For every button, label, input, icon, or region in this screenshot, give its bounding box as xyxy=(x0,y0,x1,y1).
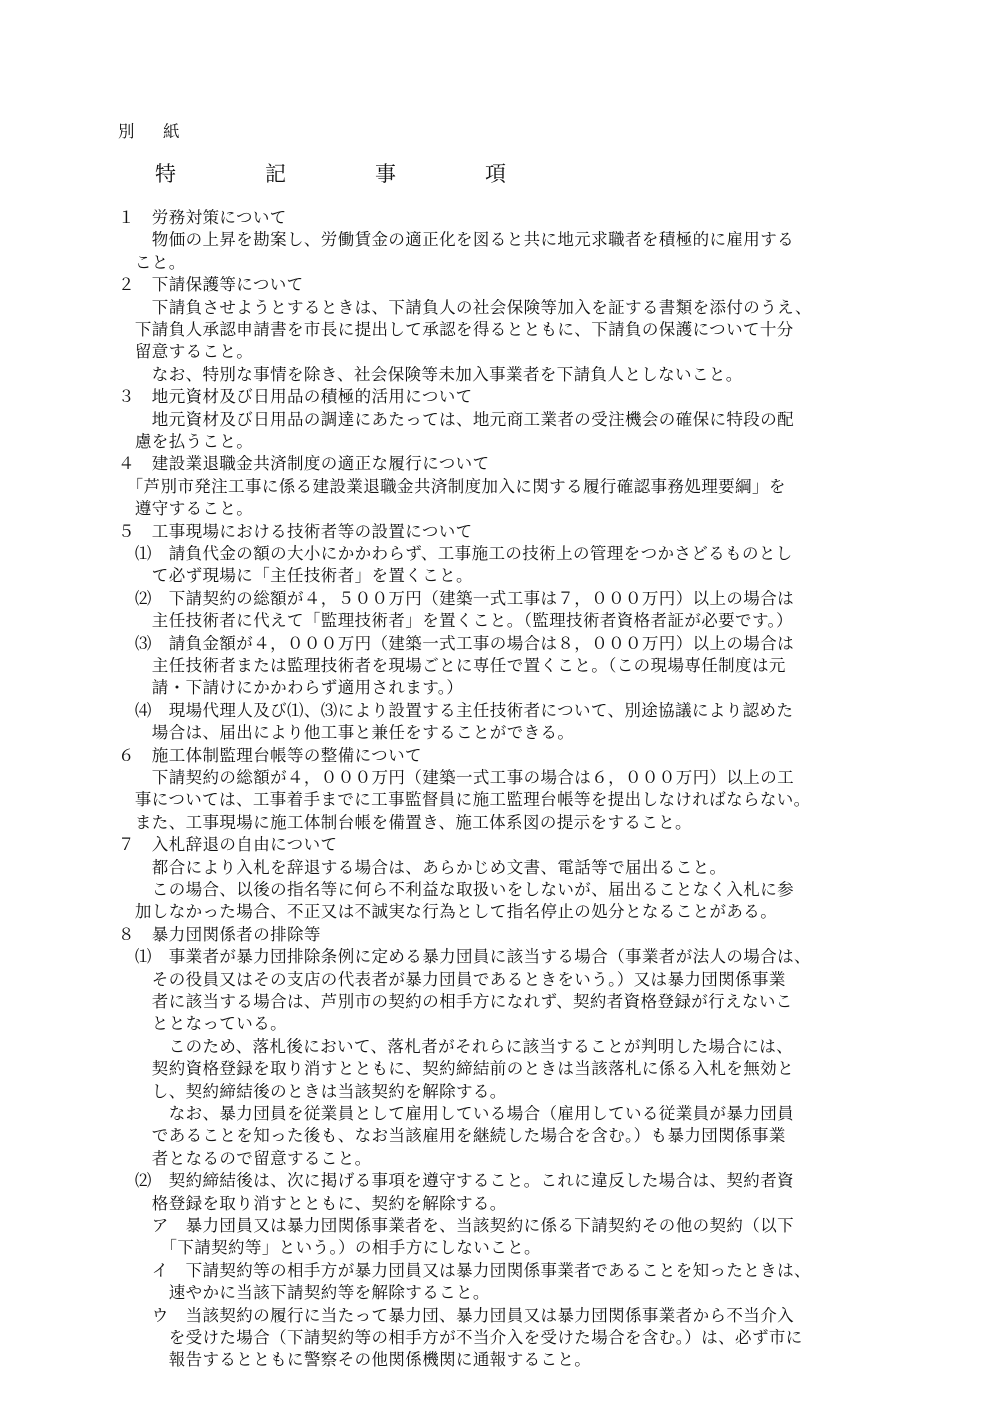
body-line: を受けた場合（下請契約等の相手方が不当介入を受けた場合を含む。）は、必ず市に xyxy=(118,1328,803,1347)
body-line: こと。 xyxy=(118,252,186,272)
body-line: 者となるので留意すること。 xyxy=(118,1148,372,1168)
body-line: ６ 施工体制監理台帳等の整備について xyxy=(118,745,422,765)
body-line: であることを知った後も、なお当該雇用を継続した場合を含む。）も暴力団関係事業 xyxy=(118,1126,786,1146)
body-line: ⑵ 契約締結後は、次に掲げる事項を遵守すること。これに違反した場合は、契約者資 xyxy=(118,1171,794,1191)
body-line: ⑴ 事業者が暴力団排除条例に定める暴力団員に該当する場合（事業者が法人の場合は、 xyxy=(118,947,811,967)
body-line: 主任技術者または監理技術者を現場ごとに専任で置くこと。（この現場専任制度は元 xyxy=(118,656,786,675)
body-line: 留意すること。 xyxy=(118,342,254,362)
body-line: 「下請契約等」という。）の相手方にしないこと。 xyxy=(118,1238,541,1258)
body-line: 主任技術者に代えて「監理技術者」を置くこと。（監理技術者資格者証が必要です。） xyxy=(118,611,794,631)
body-line: ⑷ 現場代理人及び⑴、⑶により設置する主任技術者について、別途協議により認めた xyxy=(118,700,794,720)
body-line: また、工事現場に施工体制台帳を備置き、施工体系図の提示をすること。 xyxy=(118,812,692,832)
body-line: 格登録を取り消すとともに、契約を解除する。 xyxy=(118,1193,507,1213)
body-line: ウ 当該契約の履行に当たって暴力団、暴力団員又は暴力団関係事業者から不当介入 xyxy=(118,1305,794,1325)
body-line: 下請負人承認申請書を市長に提出して承認を得るとともに、下請負の保護について十分 xyxy=(118,320,794,339)
body-line: し、契約締結後のときは当該契約を解除する。 xyxy=(118,1081,507,1101)
body-line: 下請負させようとするときは、下請負人の社会保険等加入を証する書類を添付のうえ、 xyxy=(118,297,812,317)
body-line: イ 下請契約等の相手方が暴力団員又は暴力団関係事業者であることを知ったときは、 xyxy=(118,1260,811,1280)
body-line: 遵守すること。 xyxy=(118,499,254,519)
page-title: 特 記 事 項 xyxy=(155,162,540,186)
body-line: ⑶ 請負金額が４，０００万円（建築一式工事の場合は８，０００万円）以上の場合は xyxy=(118,633,794,653)
body-line: １ 労務対策について xyxy=(118,208,287,227)
body-line: 契約資格登録を取り消すとともに、契約締結前のときは当該落札に係る入札を無効と xyxy=(118,1059,794,1079)
body-line: ⑵ 下請契約の総額が４，５００万円（建築一式工事は７，０００万円）以上の場合は xyxy=(118,588,794,608)
body-line: ⑴ 請負代金の額の大小にかかわらず、工事施工の技術上の管理をつかさどるものとし xyxy=(118,544,793,563)
body-line: 速やかに当該下請契約等を解除すること。 xyxy=(118,1283,490,1303)
attachment-label: 別 紙 xyxy=(118,122,186,141)
body-line: 都合により入札を辞退する場合は、あらかじめ文書、電話等で届出ること。 xyxy=(118,857,727,877)
body-line: ５ 工事現場における技術者等の設置について xyxy=(118,521,473,541)
body-line: 請・下請けにかかわらず適用されます。） xyxy=(118,678,464,698)
body-line: なお、暴力団員を従業員として雇用している場合（雇用している従業員が暴力団員 xyxy=(118,1104,794,1123)
body-line: 慮を払うこと。 xyxy=(118,432,254,451)
body-line: ３ 地元資材及び日用品の積極的活用について xyxy=(118,387,473,407)
body-line: 報告するとともに警察その他関係機関に通報すること。 xyxy=(118,1350,592,1370)
body-line: ８ 暴力団関係者の排除等 xyxy=(118,924,321,944)
body-line: 事については、工事着手までに工事監督員に施工監理台帳等を提出しなければならない。 xyxy=(118,790,811,810)
body-line: 「芦別市発注工事に係る建設業退職金共済制度加入に関する履行確認事務処理要綱」を xyxy=(118,476,786,496)
body-line: その役員又はその支店の代表者が暴力団員であるときをいう。）又は暴力団関係事業 xyxy=(118,969,786,989)
body-line: なお、特別な事情を除き、社会保険等未加入事業者を下請負人としないこと。 xyxy=(118,364,743,384)
body-line: ７ 入札辞退の自由について xyxy=(118,835,338,855)
body-line: 場合は、届出により他工事と兼任をすることができる。 xyxy=(118,723,575,743)
body-line: ととなっている。 xyxy=(118,1014,287,1034)
body-line: ４ 建設業退職金共済制度の適正な履行について xyxy=(118,454,490,474)
body-line: 地元資材及び日用品の調達にあたっては、地元商工業者の受注機会の確保に特段の配 xyxy=(118,409,794,429)
body-line: 下請契約の総額が４，０００万円（建築一式工事の場合は６，０００万円）以上の工 xyxy=(118,768,794,787)
body-line: この場合、以後の指名等に何ら不利益な取扱いをしないが、届出ることなく入札に参 xyxy=(118,880,794,899)
body-line: ２ 下請保護等について xyxy=(118,275,304,295)
body-line: このため、落札後において、落札者がそれらに該当することが判明した場合には、 xyxy=(118,1036,794,1056)
body-line: 物価の上昇を勘案し、労働賃金の適正化を図ると共に地元求職者を積極的に雇用する xyxy=(118,230,794,250)
body-line: ア 暴力団員又は暴力団関係事業者を、当該契約に係る下請契約その他の契約（以下 xyxy=(118,1216,794,1235)
body-line: 加しなかった場合、不正又は不誠実な行為として指名停止の処分となることがある。 xyxy=(118,902,778,922)
body-line: 者に該当する場合は、芦別市の契約の相手方になれず、契約者資格登録が行えないこ xyxy=(118,992,793,1011)
body-line: て必ず現場に「主任技術者」を置くこと。 xyxy=(118,566,473,586)
